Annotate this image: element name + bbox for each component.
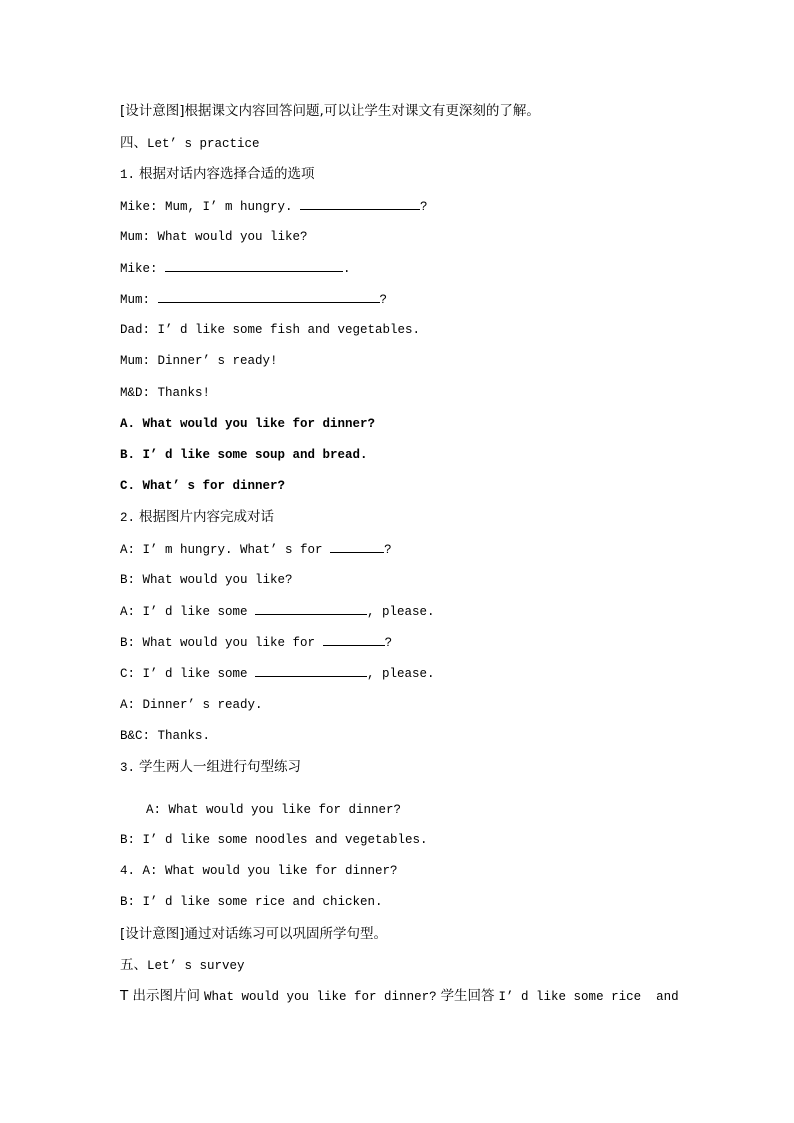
- option-c: C. What’ s for dinner?: [120, 479, 286, 493]
- option-a: A. What would you like for dinner?: [120, 417, 376, 431]
- answer-blank[interactable]: [158, 291, 380, 303]
- task-3-number: 3.: [120, 761, 136, 775]
- task-3-heading: [120, 759, 301, 776]
- dialogue-line: Mum: Dinner’ s ready!: [120, 354, 278, 368]
- dialogue-line: B: What would you like for ?: [120, 636, 393, 650]
- design-intent-note-1: [设计意图]根据课文内容回答问题,可以让学生对课文有更深刻的了解。: [120, 103, 540, 119]
- dialogue-line: B: I’ d like some rice and chicken.: [120, 895, 383, 909]
- section-5-heading: [120, 957, 245, 974]
- dialogue-line: C: I’ d like some , please.: [120, 667, 435, 681]
- section-4-number: 四、: [120, 135, 147, 151]
- section-4-heading: [120, 135, 260, 152]
- answer-blank[interactable]: [323, 634, 385, 646]
- section-5-title: Let’ s survey: [147, 959, 245, 973]
- survey-instruction: T 出示图片问 What would you like for dinner? 学生回答 I’ d like some rice and: [120, 988, 679, 1004]
- dialogue-line: Mum: ?: [120, 293, 388, 307]
- answer-blank[interactable]: [330, 541, 384, 553]
- answer-blank[interactable]: [255, 665, 367, 677]
- dialogue-line: A: What would you like for dinner?: [146, 803, 402, 817]
- task-1-number: 1.: [120, 168, 136, 182]
- section-4-title: Let’ s practice: [147, 137, 260, 151]
- answer-blank[interactable]: [300, 198, 420, 210]
- dialogue-line: Mike: Mum, I’ m hungry. ?: [120, 200, 428, 214]
- task-1-title: 根据对话内容选择合适的选项: [139, 166, 315, 182]
- task-3-title: 学生两人一组进行句型练习: [139, 759, 301, 775]
- dialogue-line: A: I’ d like some , please.: [120, 605, 435, 619]
- dialogue-line: 4. A: What would you like for dinner?: [120, 864, 398, 878]
- task-2-heading: [120, 509, 274, 526]
- section-5-number: 五、: [120, 957, 147, 973]
- dialogue-line: B: What would you like?: [120, 573, 293, 587]
- option-b: B. I’ d like some soup and bread.: [120, 448, 368, 462]
- dialogue-line: B: I’ d like some noodles and vegetables.: [120, 833, 428, 847]
- dialogue-line: Mike: .: [120, 262, 351, 276]
- task-1-heading: [120, 166, 315, 183]
- answer-blank[interactable]: [255, 603, 367, 615]
- dialogue-line: B&C: Thanks.: [120, 729, 211, 743]
- task-2-title: 根据图片内容完成对话: [139, 509, 274, 525]
- design-intent-note-2: [设计意图]通过对话练习可以巩固所学句型。: [120, 926, 388, 942]
- task-2-number: 2.: [120, 511, 136, 525]
- answer-blank[interactable]: [165, 260, 343, 272]
- dialogue-line: Dad: I’ d like some fish and vegetables.: [120, 323, 421, 337]
- dialogue-line: A: I’ m hungry. What’ s for ?: [120, 543, 392, 557]
- dialogue-line: Mum: What would you like?: [120, 230, 308, 244]
- dialogue-line: M&D: Thanks!: [120, 386, 211, 400]
- dialogue-line: A: Dinner’ s ready.: [120, 698, 263, 712]
